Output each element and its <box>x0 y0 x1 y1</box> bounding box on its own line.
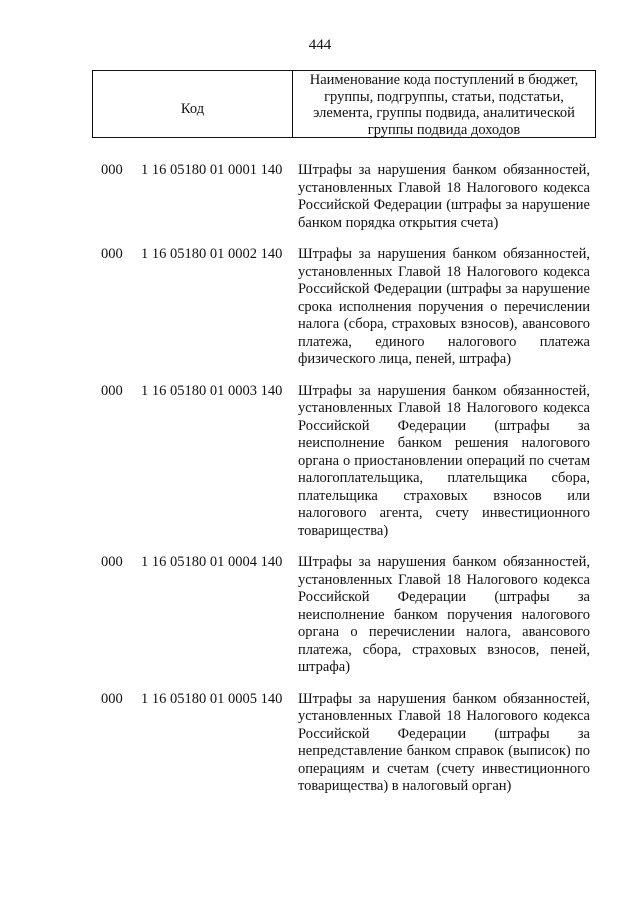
row-budget-code: 1 16 05180 01 0002 140 <box>141 246 283 262</box>
table-row <box>0 162 640 232</box>
header-code-cell: Код <box>93 71 293 137</box>
table-header <box>92 70 596 138</box>
row-description: Штрафы за нарушения банком обязанностей, установленных Главой 18 Налогового кодекса Российской Федерации (штрафы за неисполнение банком решения налогового органа о приостановлении операций по счетам налогоплательщика, плательщика сбора, плательщика страховых взносов или налогового агента, счету инвестиционного товарищества) <box>298 382 590 539</box>
row-description: Штрафы за нарушения банком обязанностей, установленных Главой 18 Налогового кодекса Российской Федерации (штрафы за неисполнение банком поручения налогового органа о перечислении налога, авансового платежа, сбора, страховых взносов, пеней, штрафа) <box>298 554 590 675</box>
page-number: 444 <box>308 37 332 53</box>
table-row <box>0 554 640 677</box>
row-budget-code: 1 16 05180 01 0003 140 <box>141 382 283 399</box>
row-description: Штрафы за нарушения банком обязанностей, установленных Главой 18 Налогового кодекса Российской Федерации (штрафы за непредставление банком справок (выписок) по операциям и счетам (счету инвестиционного товарищества) в налоговый орган) <box>298 690 590 794</box>
row-admin-code: 000 <box>101 246 123 262</box>
row-budget-code: 1 16 05180 01 0005 140 <box>141 690 283 707</box>
row-admin-code: 000 <box>101 162 123 178</box>
row-description: Штрафы за нарушения банком обязанностей, установленных Главой 18 Налогового кодекса Российской Федерации (штрафы за нарушение срока исполнения поручения о перечислении налога (сбора, страховых взносов), авансового платежа, единого налогового платежа физического лица, пеней, штрафа) <box>298 246 590 367</box>
table-row <box>0 691 640 796</box>
table-body <box>0 162 640 810</box>
table-row <box>0 383 640 541</box>
row-admin-code: 000 <box>101 382 123 399</box>
row-admin-code: 000 <box>101 554 123 570</box>
row-budget-code: 1 16 05180 01 0004 140 <box>141 554 283 570</box>
header-name-cell: Наименование кода поступлений в бюджет, группы, подгруппы, статьи, подстатьи, элемента, группы подвида, аналитической группы подвида доходов <box>309 72 579 138</box>
row-description: Штрафы за нарушения банком обязанностей, установленных Главой 18 Налогового кодекса Российской Федерации (штрафы за нарушение банком порядка открытия счета) <box>298 162 590 231</box>
table-row <box>0 246 640 369</box>
row-admin-code: 000 <box>101 690 123 707</box>
row-budget-code: 1 16 05180 01 0001 140 <box>141 162 283 178</box>
